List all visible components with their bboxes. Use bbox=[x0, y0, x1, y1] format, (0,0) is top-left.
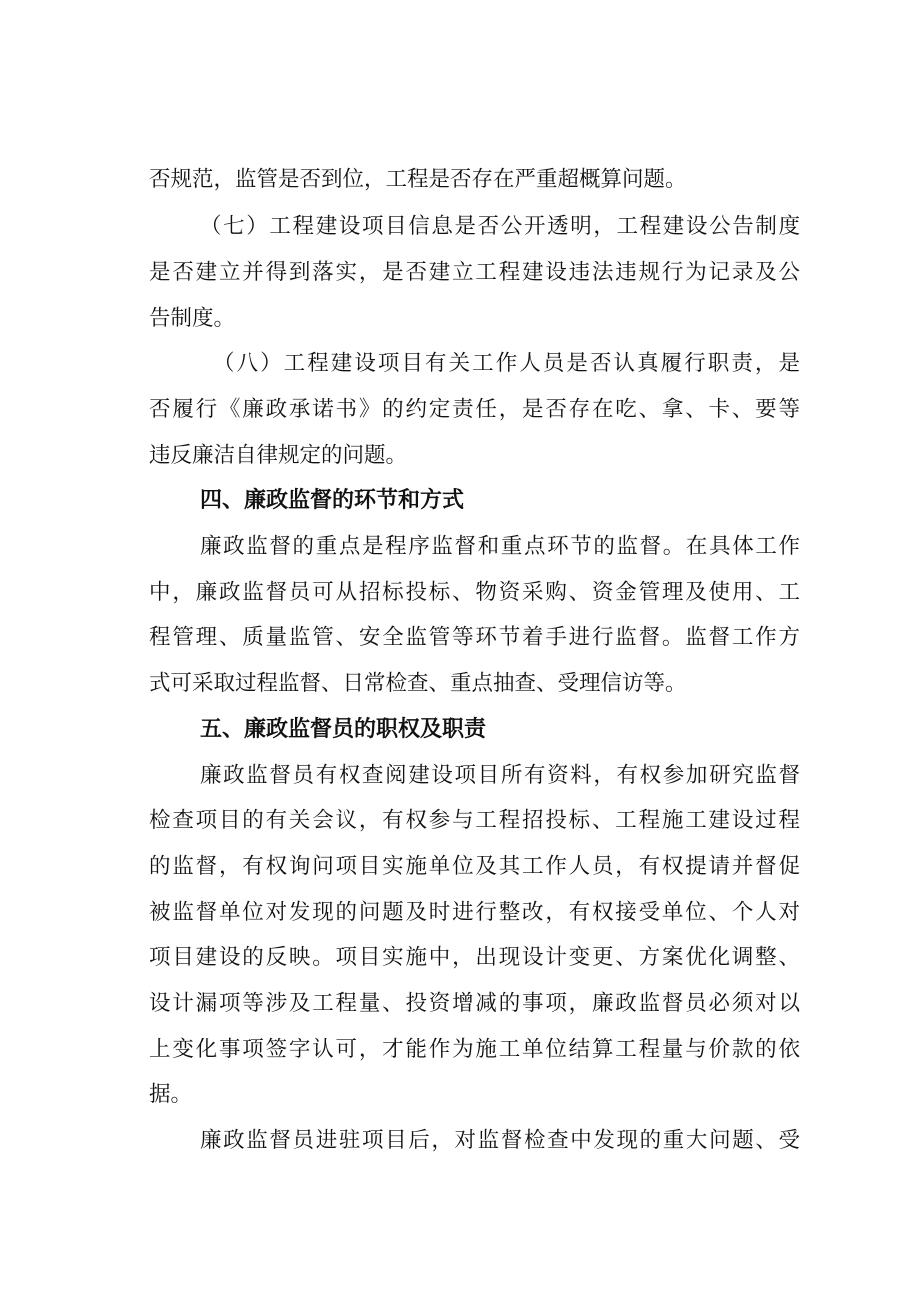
paragraph-line: 中，廉政监督员可从招标投标、物资采购、资金管理及使用、工 bbox=[149, 580, 800, 605]
paragraph-line: 设计漏项等涉及工程量、投资增减的事项，廉政监督员必须对以 bbox=[149, 991, 800, 1016]
paragraph-line: 廉政监督员进驻项目后，对监督检查中发现的重大问题、受 bbox=[200, 1128, 800, 1153]
paragraph-line: 被监督单位对发现的问题及时进行整改，有权接受单位、个人对 bbox=[149, 900, 800, 925]
paragraph-line: 检查项目的有关会议，有权参与工程招投标、工程施工建设过程 bbox=[149, 808, 800, 833]
paragraph-line: 告制度。 bbox=[149, 306, 236, 331]
paragraph-line: 项目建设的反映。项目实施中，出现设计变更、方案优化调整、 bbox=[149, 945, 800, 970]
paragraph-line: （七）工程建设项目信息是否公开透明，工程建设公告制度 bbox=[200, 214, 800, 239]
paragraph-line: 上变化事项签字认可，才能作为施工单位结算工程量与价款的依 bbox=[149, 1037, 800, 1062]
paragraph-line: 违反廉洁自律规定的问题。 bbox=[149, 443, 408, 468]
paragraph-line: 的监督，有权询问项目实施单位及其工作人员，有权提请并督促 bbox=[149, 854, 800, 879]
paragraph-line: （八）工程建设项目有关工作人员是否认真履行职责，是 bbox=[213, 351, 800, 376]
paragraph-line: 廉政监督员有权查阅建设项目所有资料，有权参加研究监督 bbox=[200, 763, 800, 788]
paragraph-line: 程管理、质量监管、安全监管等环节着手进行监督。监督工作方 bbox=[149, 625, 800, 650]
paragraph-line: 式可采取过程监督、日常检查、重点抽查、受理信访等。 bbox=[149, 671, 687, 696]
paragraph-line: 据。 bbox=[149, 1082, 193, 1107]
paragraph-line: 廉政监督的重点是程序监督和重点环节的监督。在具体工作 bbox=[200, 534, 800, 559]
paragraph-line: 是否建立并得到落实，是否建立工程建设违法违规行为记录及公 bbox=[149, 260, 800, 285]
section-heading: 五、廉政监督员的职权及职责 bbox=[200, 717, 487, 742]
paragraph-line: 否规范，监管是否到位，工程是否存在严重超概算问题。 bbox=[149, 167, 687, 192]
paragraph-line: 否履行《廉政承诺书》的约定责任，是否存在吃、拿、卡、要等 bbox=[149, 397, 800, 422]
section-heading: 四、廉政监督的环节和方式 bbox=[200, 488, 465, 513]
